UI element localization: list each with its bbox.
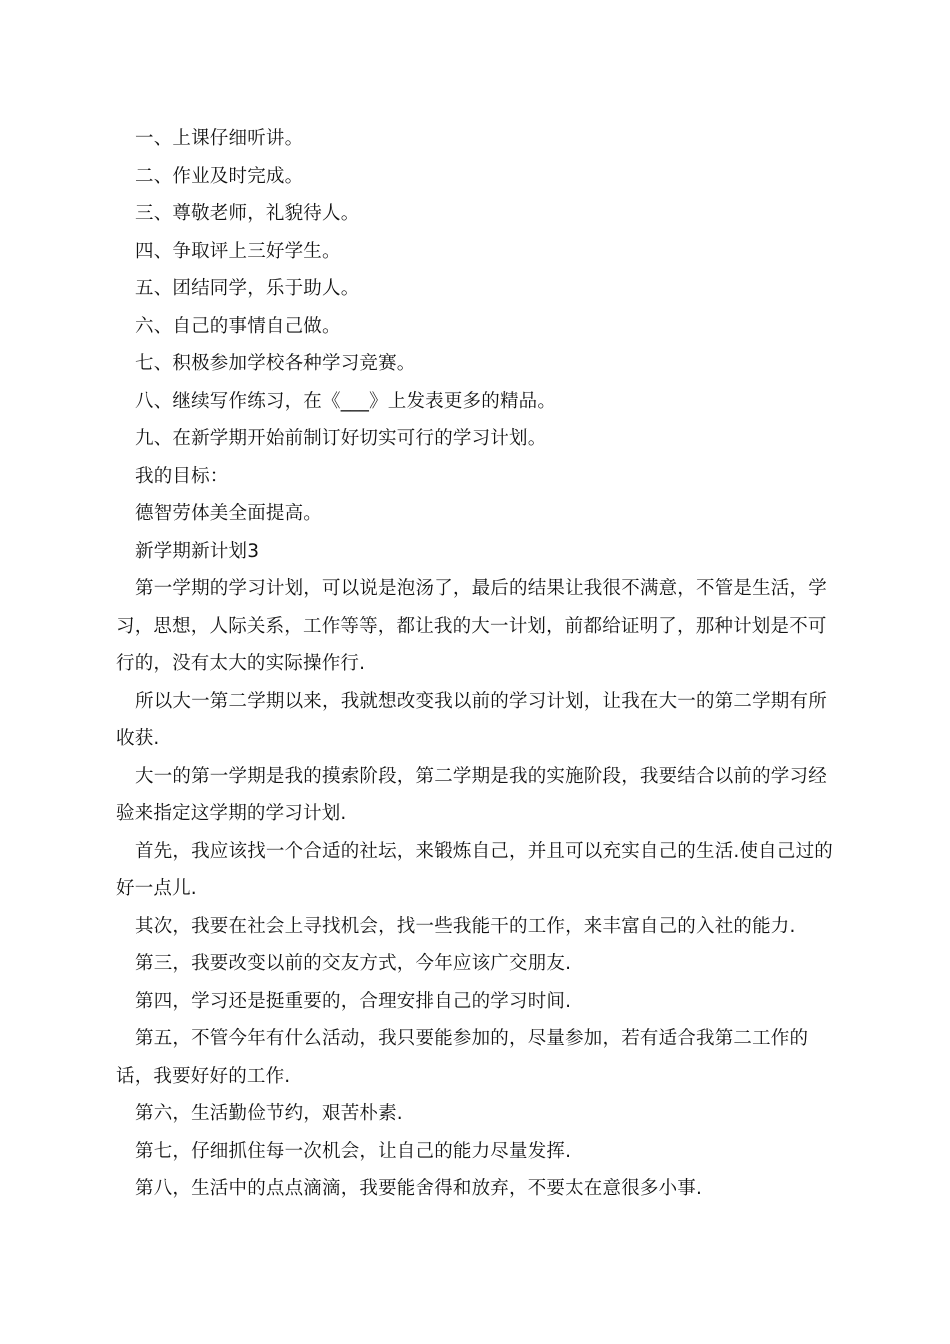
list-item-9: 九、在新学期开始前制订好切实可行的学习计划。 <box>135 428 547 449</box>
paragraph: 大一的第一学期是我的摸索阶段，第二学期是我的实施阶段，我要结合以前的学习经验来指定这学期的学习计划. <box>116 765 827 824</box>
list-item-8: 八、继续写作练习，在《___》上发表更多的精品。 <box>135 390 557 412</box>
paragraph: 第七，仔细抓住每一次机会，让自己的能力尽量发挥. <box>135 1140 572 1162</box>
list-item-6: 六、自己的事情自己做。 <box>135 315 341 337</box>
list-item-2: 二、作业及时完成。 <box>135 165 304 187</box>
paragraph: 第一学期的学习计划，可以说是泡汤了，最后的结果让我很不满意，不管是生活，学习，思想，人际关系，工作等等，都让我的大一计划，前都给证明了，那种计划是不可行的，没有太大的实际操作行. <box>116 578 827 674</box>
paragraph: 第八，生活中的点点滴滴，我要能舍得和放弃，不要太在意很多小事. <box>135 1178 703 1199</box>
paragraph: 第四，学习还是挺重要的，合理安排自己的学习时间. <box>135 990 572 1012</box>
paragraph: 第三，我要改变以前的交友方式，今年应该广交朋友. <box>135 953 572 974</box>
document-body <box>116 120 838 1208</box>
paragraph: 第五，不管今年有什么活动，我只要能参加的，尽量参加，若有适合我第二工作的话，我要好好的工作. <box>116 1028 809 1087</box>
goal-heading: 我的目标： <box>135 465 229 487</box>
list-item-3: 三、尊敬老师，礼貌待人。 <box>135 203 360 224</box>
paragraph: 其次，我要在社会上寻找机会，找一些我能干的工作，来丰富自己的入社的能力. <box>135 915 796 937</box>
paragraph: 所以大一第二学期以来，我就想改变我以前的学习计划，让我在大一的第二学期有所收获. <box>116 690 827 749</box>
list-item-1: 一、上课仔细听讲。 <box>135 128 304 149</box>
list-item-4: 四、争取评上三好学生。 <box>135 240 341 262</box>
list-item-7: 七、积极参加学校各种学习竞赛。 <box>135 353 416 374</box>
list-item-5: 五、团结同学，乐于助人。 <box>135 278 360 299</box>
goal-text: 德智劳体美全面提高。 <box>135 503 323 524</box>
paragraph: 首先，我应该找一个合适的社坛，来锻炼自己，并且可以充实自己的生活.使自己过的好一点儿. <box>116 840 833 899</box>
section-title: 新学期新计划3 <box>135 540 260 562</box>
paragraph: 第六，生活勤俭节约，艰苦朴素. <box>135 1103 403 1124</box>
